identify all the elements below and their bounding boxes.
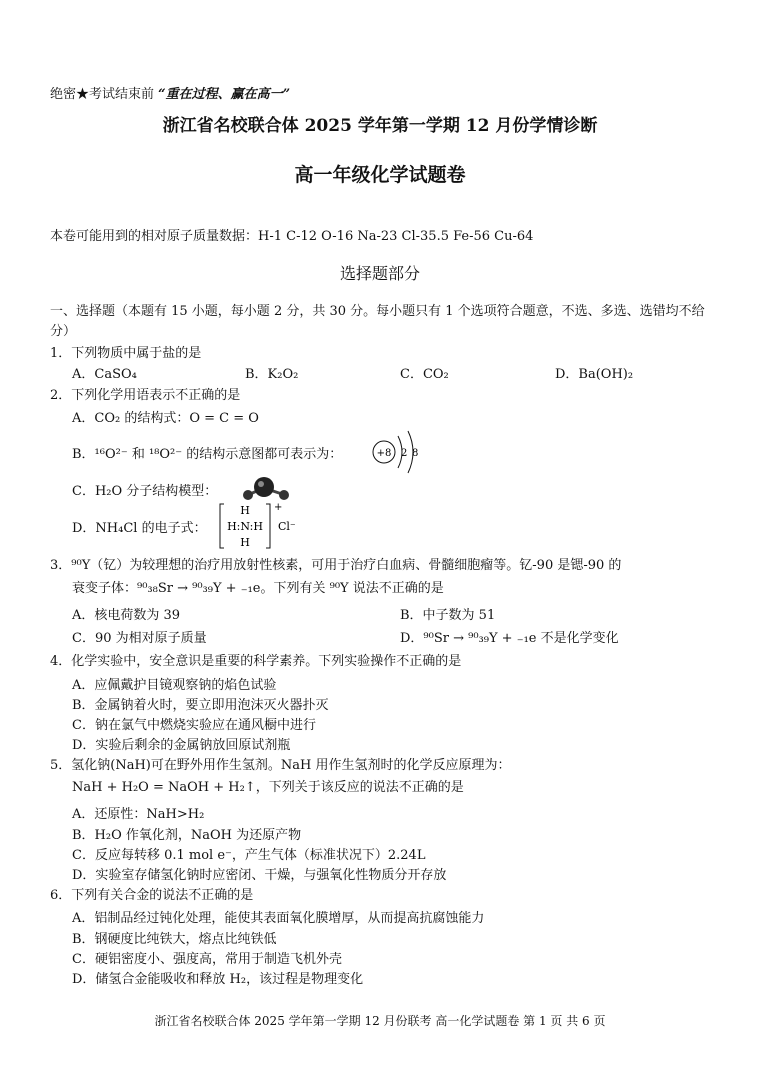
q1-stem: 1．下列物质中属于盐的是: [50, 346, 202, 361]
q2-stem: 2．下列化学用语表示不正确的是: [50, 388, 241, 403]
atomic-masses: 本卷可能用到的相对原子质量数据：H-1 C-12 O-16 Na-23 Cl-35.5 Fe-56 Cu-64: [50, 229, 534, 244]
q2-option-d: D．NH₄Cl 的电子式：: [72, 521, 207, 536]
q4-option-d: D．实验后剩余的金属钠放回原试剂瓶: [72, 738, 291, 753]
q3-stem-1: 3．⁹⁰Y（钇）为较理想的治疗用放射性核素，可用于治疗白血病、骨髓细胞瘤等。钇-90 是锶-90 的: [50, 558, 622, 573]
q4-stem: 4．化学实验中，安全意识是重要的科学素养。下列实验操作不正确的是: [50, 654, 462, 669]
atom-structure-icon: [368, 428, 430, 476]
shell1-count: 2: [401, 448, 408, 459]
q5-stem-1: 5．氢化钠(NaH)可在野外用作生氢剂。NaH 用作生氢剂时的化学反应原理为：: [50, 758, 511, 773]
q1-option-d: D．Ba(OH)₂: [555, 367, 634, 382]
q6-option-b: B．钢硬度比纯铁大，熔点比纯铁低: [72, 932, 277, 947]
q3-stem-2: 衰变子体：⁹⁰₃₈Sr → ⁹⁰₃₉Y + ₋₁e。下列有关 ⁹⁰Y 说法不正确的是: [72, 581, 444, 596]
q3-option-b: B．中子数为 51: [400, 608, 496, 623]
q1-option-c: C．CO₂: [400, 367, 449, 382]
section-title: 选择题部分: [339, 264, 420, 283]
q2-option-c: C．H₂O 分子结构模型：: [72, 484, 218, 499]
q4-option-a: A．应佩戴护目镜观察钠的焰色试验: [72, 678, 277, 693]
formula-h-bottom: H: [240, 536, 250, 549]
q3-option-d: D．⁹⁰Sr → ⁹⁰₃₉Y + ₋₁e 不是化学变化: [400, 631, 619, 646]
header-tag: [50, 86, 290, 104]
exam-title: 浙江省名校联合体 2025 学年第一学期 12 月份学情诊断: [162, 116, 598, 136]
slogan: “重在过程、赢在高一”: [158, 87, 291, 102]
q2-option-a: A．CO₂ 的结构式：O = C = O: [72, 411, 259, 426]
formula-charge: +: [274, 502, 283, 513]
nucleus-charge: +8: [376, 448, 392, 459]
formula-middle: H:N:H: [227, 520, 263, 533]
section-intro: 一、选择题（本题有 15 小题，每小题 2 分，共 30 分。每小题只有 1 个选项符合题意，不选、多选、选错均不给分）: [50, 304, 705, 339]
electron-formula-icon: [218, 500, 308, 552]
formula-h-top: H: [240, 504, 250, 517]
exam-subtitle: 高一年级化学试题卷: [294, 164, 466, 186]
q5-option-c: C．反应每转移 0.1 mol e⁻，产生气体（标准状况下）2.24L: [72, 848, 426, 863]
q6-option-c: C．硬铝密度小、强度高，常用于制造飞机外壳: [72, 952, 342, 967]
q3-option-c: C．90 为相对原子质量: [72, 631, 207, 646]
q2-option-b: B．¹⁶O²⁻ 和 ¹⁸O²⁻ 的结构示意图都可表示为：: [72, 447, 343, 462]
q6-stem: 6．下列有关合金的说法不正确的是: [50, 888, 254, 903]
secret-label: 绝密★考试结束前: [50, 87, 155, 102]
q5-option-b: B．H₂O 作氧化剂，NaOH 为还原产物: [72, 828, 302, 843]
q3-option-a: A．核电荷数为 39: [72, 608, 181, 623]
q5-stem-2: NaH + H₂O = NaOH + H₂↑，下列关于该反应的说法不正确的是: [72, 780, 464, 795]
shell2-count: 8: [412, 448, 419, 459]
q5-option-d: D．实验室存储氢化钠时应密闭、干燥，与强氧化性物质分开存放: [72, 868, 447, 883]
q5-option-a: A．还原性：NaH>H₂: [72, 807, 205, 822]
page-footer: 浙江省名校联合体 2025 学年第一学期 12 月份联考 高一化学试题卷 第 1 页 共 6 页: [154, 1014, 606, 1028]
q6-option-a: A．铝制品经过钝化处理，能使其表面氧化膜增厚，从而提高抗腐蚀能力: [72, 911, 485, 926]
q4-option-b: B．金属钠着火时，要立即用泡沫灭火器扑灭: [72, 698, 329, 713]
q1-option-a: A．CaSO₄: [72, 367, 137, 382]
q6-option-d: D．储氢合金能吸收和释放 H₂，该过程是物理变化: [72, 972, 364, 987]
q1-option-b: B．K₂O₂: [245, 367, 299, 382]
q4-option-c: C．钠在氯气中燃烧实验应在通风橱中进行: [72, 718, 316, 733]
formula-anion: Cl⁻: [278, 520, 296, 533]
